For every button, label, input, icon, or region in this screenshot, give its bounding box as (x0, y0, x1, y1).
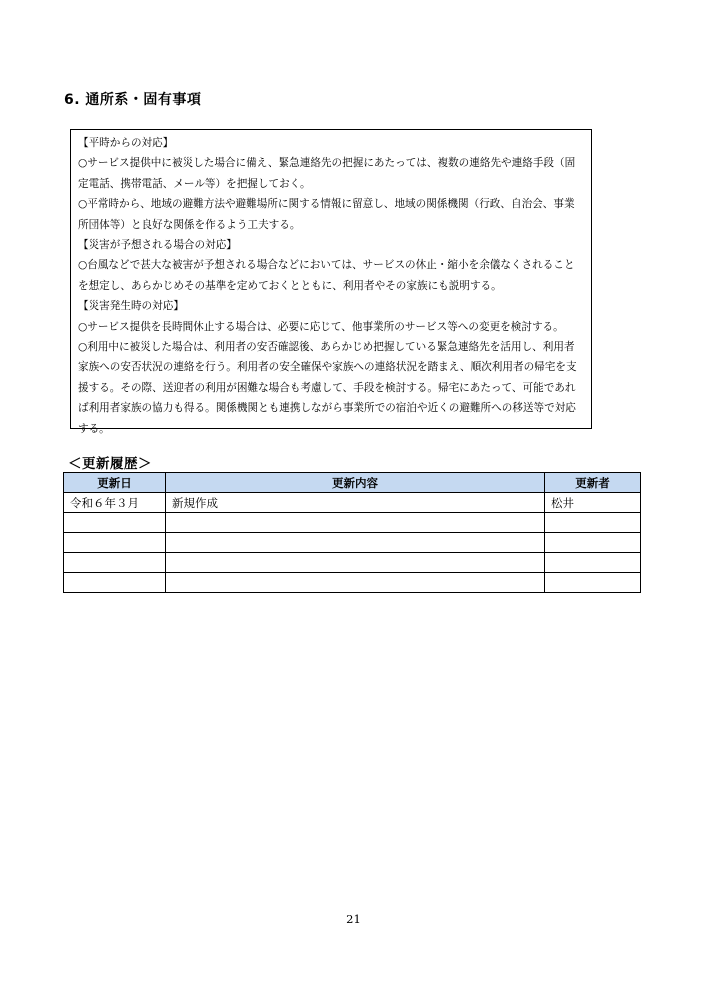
cell-content: 新規作成 (166, 493, 545, 513)
cell-date (64, 513, 166, 533)
cell-date (64, 553, 166, 573)
section-heading: 6. 通所系・固有事項 (64, 92, 202, 108)
cell-content (166, 533, 545, 553)
notes-subheading: 【災害が予想される場合の対応】 (78, 239, 237, 252)
cell-content (166, 513, 545, 533)
cell-date: 令和６年３月 (64, 493, 166, 513)
cell-date (64, 573, 166, 593)
page-number: 21 (346, 912, 361, 926)
notes-subheading: 【災害発生時の対応】 (78, 300, 184, 313)
cell-author (545, 553, 641, 573)
notes-paragraph: ○サービス提供を長時間休止する場合は、必要に応じて、他事業所のサービス等への変更を検討する。 (78, 320, 564, 333)
notes-box (70, 129, 592, 435)
table-row (64, 533, 641, 553)
column-header-content: 更新内容 (166, 473, 545, 493)
table-row (64, 493, 641, 513)
cell-author (545, 533, 641, 553)
history-title: ＜更新履歴＞ (68, 456, 152, 472)
notes-paragraph: ○平常時から、地域の避難方法や避難場所に関する情報に留意し、地域の関係機関（行政、自治会、事業所団体等）と良好な関係を作るよう工夫する。 (78, 198, 575, 231)
cell-author (545, 573, 641, 593)
cell-author: 松井 (545, 493, 641, 513)
column-header-date: 更新日 (64, 473, 166, 493)
table-row (64, 553, 641, 573)
notes-subheading: 【平時からの対応】 (78, 137, 174, 149)
column-header-author: 更新者 (545, 473, 641, 493)
notes-paragraph: ○サービス提供中に被災した場合に備え、緊急連絡先の把握にあたっては、複数の連絡先や連絡手段（固定電話、携帯電話、メール等）を把握しておく。 (78, 157, 576, 190)
cell-author (545, 513, 641, 533)
table-header-row (64, 473, 641, 493)
table-row (64, 513, 641, 533)
cell-content (166, 573, 545, 593)
history-table (63, 472, 641, 593)
cell-content (166, 553, 545, 573)
table-row (64, 573, 641, 593)
notes-paragraph: ○利用中に被災した場合は、利用者の安否確認後、あらかじめ把握している緊急連絡先を活用し、利用者家族への安否状況の連絡を行う。利用者の安全確保や家族への連絡状況を踏まえ、順次利用者の帰宅を支援する。その際、送迎者の利用が困難な場合も考慮して、手段を検討する。帰宅にあたって、可能であれば利用者家族の協力も得る。関係機関とも連携しながら事業所での宿泊や近くの避難所への移送等で対応する。 (78, 341, 577, 435)
notes-paragraph: ○台風などで甚大な被害が予想される場合などにおいては、サービスの休止・縮小を余儀なくされることを想定し、あらかじめその基準を定めておくとともに、利用者やその家族にも説明する。 (78, 259, 575, 292)
cell-date (64, 533, 166, 553)
